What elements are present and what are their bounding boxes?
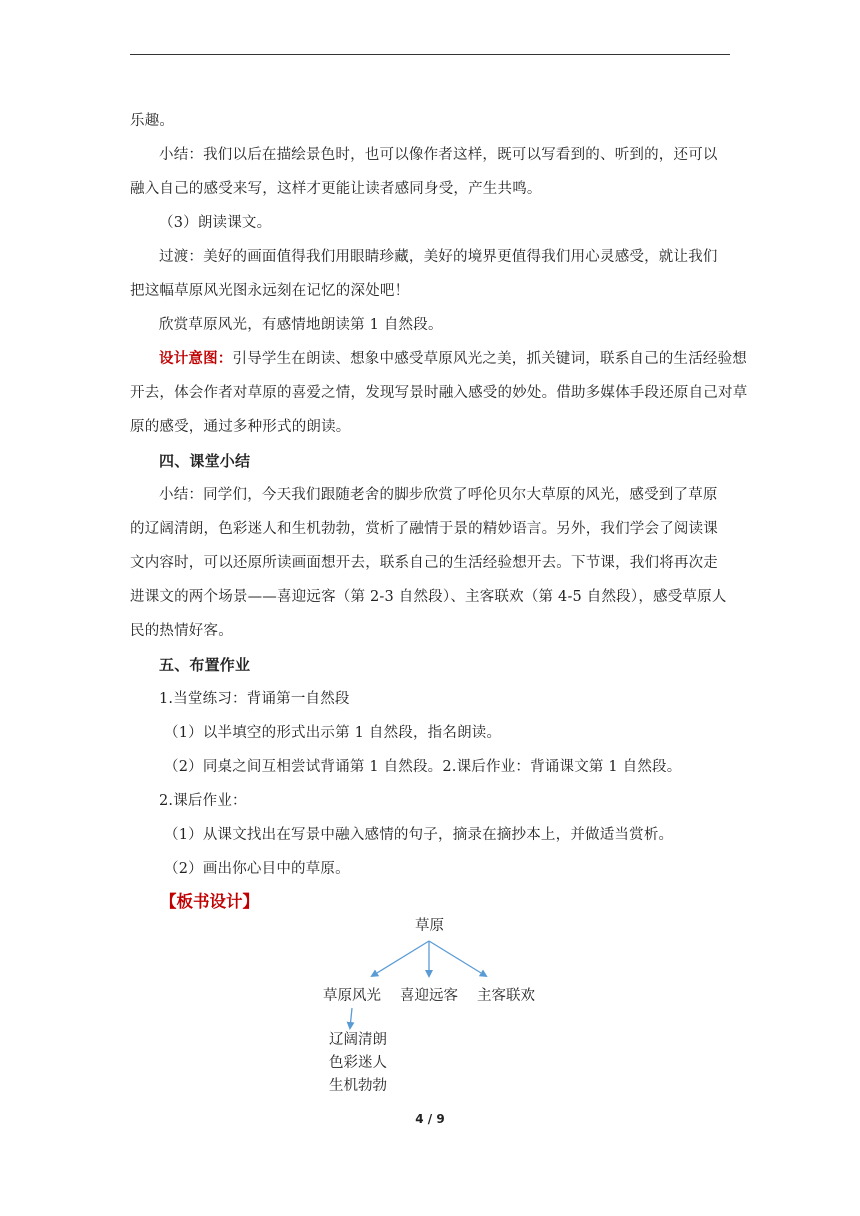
- board-detail: 辽阔清朗: [329, 1032, 387, 1048]
- transition-line: 把这幅草原风光图永远刻在记忆的深处吧！: [130, 283, 410, 299]
- arrow-scenery-to-details: [350, 1008, 352, 1028]
- board-child-party: 主客联欢: [477, 988, 535, 1004]
- board-design-title: 【板书设计】: [160, 892, 259, 911]
- board-child-welcome: 喜迎远客: [400, 988, 458, 1004]
- design-intent-line: 开去，体会作者对草原的喜爱之情，发现写景时融入感受的妙处。借助多媒体手段还原自己对草: [130, 385, 748, 401]
- board-root: 草原: [415, 918, 444, 934]
- homework-subitem: （1）以半填空的形式出示第 1 自然段，指名朗读。: [164, 725, 502, 741]
- paragraph-continuation: 乐趣。: [130, 113, 175, 129]
- homework-subitem: （2）画出你心目中的草原。: [164, 861, 350, 877]
- homework-item: 1.当堂练习：背诵第一自然段: [159, 691, 350, 707]
- section-heading-4: 四、课堂小结: [159, 452, 251, 470]
- board-detail: 生机勃勃: [329, 1078, 387, 1094]
- summary-line: 融入自己的感受来写，这样才更能让读者感同身受，产生共鸣。: [130, 181, 542, 197]
- transition-line: 过渡：美好的画面值得我们用眼睛珍藏，美好的境界更值得我们用心灵感受，就让我们: [159, 249, 718, 265]
- design-intent-label: 设计意图：: [159, 350, 233, 367]
- page-number: 4 / 9: [415, 1112, 445, 1126]
- class-summary-line: 民的热情好客。: [130, 623, 233, 639]
- board-child-scenery: 草原风光: [323, 988, 381, 1004]
- homework-item: 2.课后作业：: [159, 793, 247, 809]
- homework-subitem: （1）从课文找出在写景中融入感情的句子，摘录在摘抄本上，并做适当赏析。: [164, 827, 674, 843]
- design-intent-line: 原的感受，通过多种形式的朗读。: [130, 419, 351, 435]
- class-summary-line: 进课文的两个场景——喜迎远客（第 2-3 自然段）、主客联欢（第 4-5 自然段），感受草原人: [130, 589, 727, 605]
- read-aloud-item: （3）朗读课文。: [159, 215, 272, 231]
- class-summary-line: 小结：同学们，今天我们跟随老舍的脚步欣赏了呼伦贝尔大草原的风光，感受到了草原: [159, 487, 718, 503]
- appreciate-line: 欣赏草原风光，有感情地朗读第 1 自然段。: [159, 317, 443, 333]
- class-summary-line: 文内容时，可以还原所读画面想开去，联系自己的生活经验想开去。下节课，我们将再次走: [130, 555, 718, 571]
- board-detail: 色彩迷人: [329, 1055, 387, 1071]
- arrow-root-to-party: [429, 941, 486, 976]
- section-heading-5: 五、布置作业: [159, 656, 251, 674]
- homework-subitem: （2）同桌之间互相尝试背诵第 1 自然段。2.课后作业：背诵课文第 1 自然段。: [164, 759, 682, 775]
- design-intent-text: 引导学生在朗读、想象中感受草原风光之美，抓关键词，联系自己的生活经验想: [232, 351, 747, 367]
- arrow-root-to-scenery: [372, 941, 429, 976]
- class-summary-line: 的辽阔清朗，色彩迷人和生机勃勃，赏析了融情于景的精妙语言。另外，我们学会了阅读课: [130, 521, 718, 537]
- summary-line: 小结：我们以后在描绘景色时，也可以像作者这样，既可以写看到的、听到的，还可以: [159, 147, 718, 163]
